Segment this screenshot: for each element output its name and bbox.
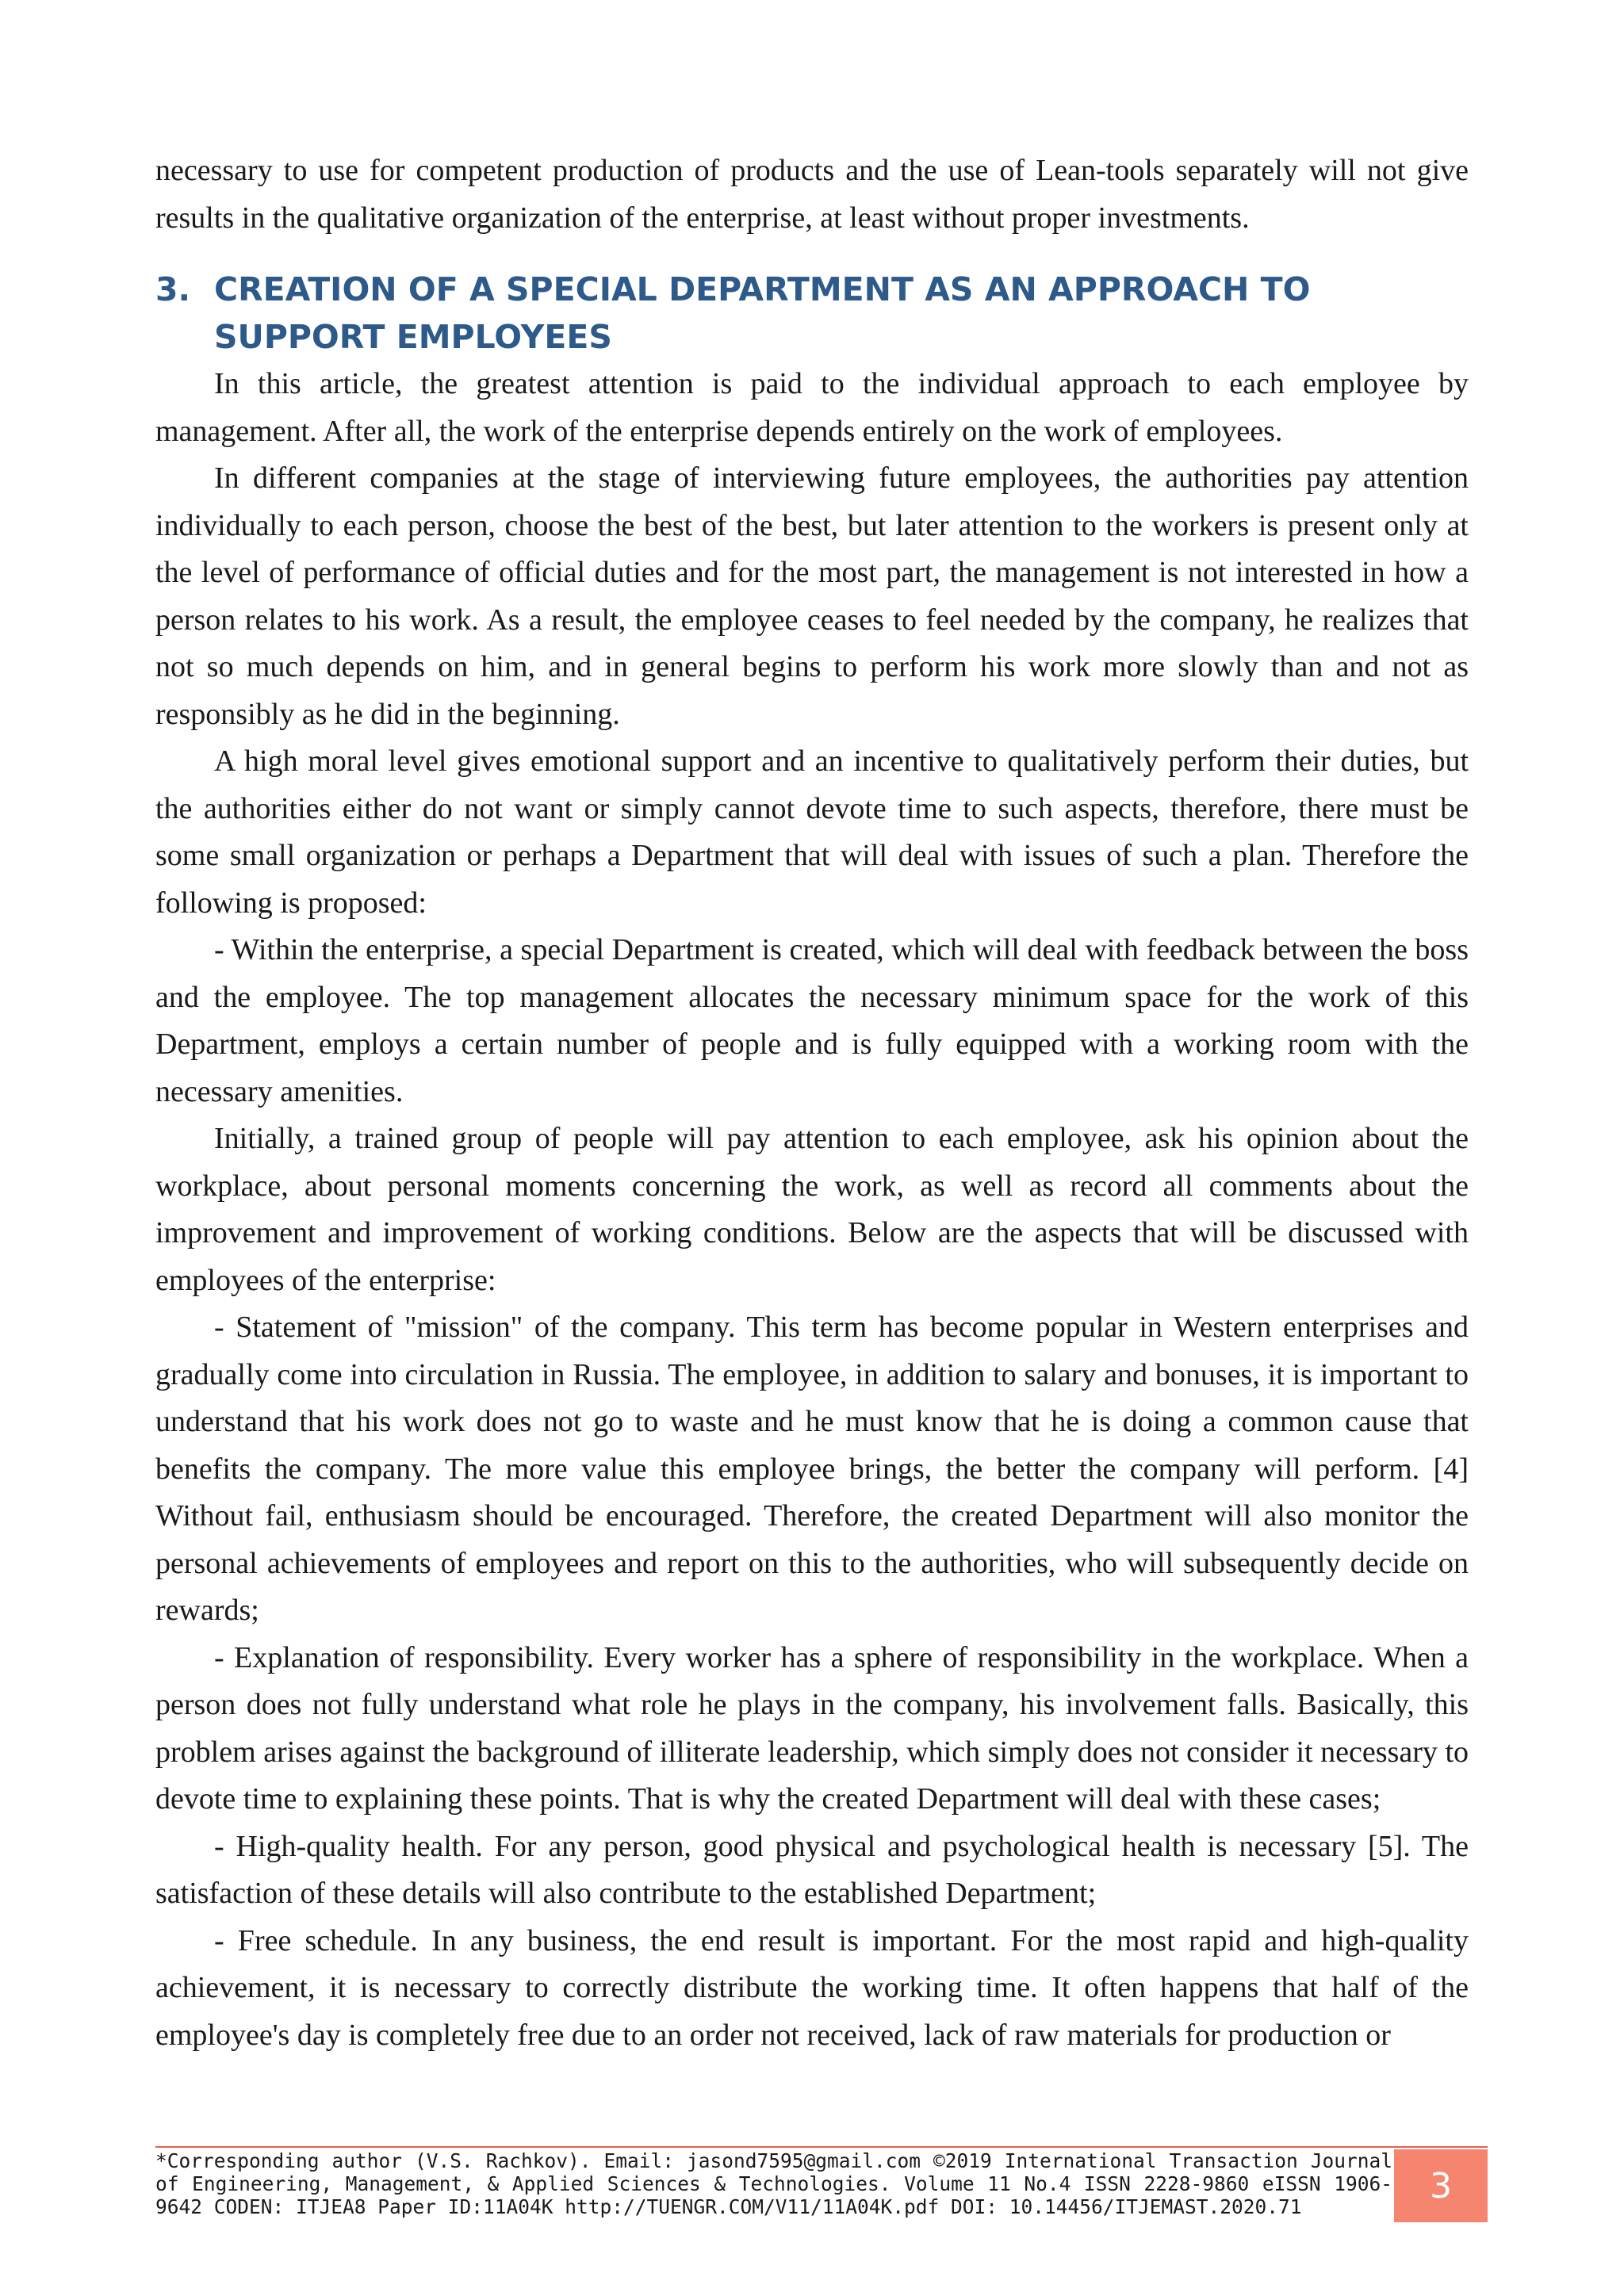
paragraph-continued: necessary to use for competent production of products and the use of Lean-tools separately will not give results in the qualitative organization of the enterprise, at least without proper investments. (155, 154, 1469, 235)
section-number: 3. (155, 270, 191, 308)
paragraph: - Within the enterprise, a special Department is created, which will deal with feedback between the boss and the employee. The top management allocates the necessary minimum space for the work of this Department, employs a certain number of people and is fully equipped with a working room with the necessary amenities. (155, 933, 1469, 1108)
paragraph: - Statement of "mission" of the company. This term has become popular in Western enterprises and gradually come into circulation in Russia. The employee, in addition to salary and bonuses, it is important to understand that his work does not go to waste and he must know that he is doing a common cause that benefits the company. The more value this employee brings, the better the company will perform. [4] Without fail, enthusiasm should be encouraged. Therefore, the created Department will also monitor the personal achievements of employees and report on this to the authorities, who will subsequently decide on rewards; (155, 1311, 1469, 1627)
section-heading (155, 266, 1469, 361)
footer-note: *Corresponding author (V.S. Rachkov). Email: jasond7595@gmail.com ©2019 International Transaction Journal of Engineering, Management, & Applied Sciences & Technologies. Volume 11 No.4 ISSN 2228-9860 eISSN 1906-9642 CODEN: ITJEA8 Paper ID:11A04K http://TUENGR.COM/V11/11A04K.pdf DOI: 10.14456/ITJEMAST.2020.71 (155, 2149, 1392, 2218)
paragraph: In this article, the greatest attention is paid to the individual approach to each employee by management. After all, the work of the enterprise depends entirely on the work of employees. (155, 367, 1469, 448)
paragraph: - Free schedule. In any business, the end result is important. For the most rapid and high-quality achievement, it is necessary to correctly distribute the working time. It often happens that half of the employee's day is completely free due to an order not received, lack of raw materials for production or (155, 1923, 1469, 2052)
section-title: CREATION OF A SPECIAL DEPARTMENT AS AN APPROACH TO SUPPORT EMPLOYEES (214, 270, 1311, 356)
page-number: 3 (1394, 2149, 1488, 2222)
paragraph: - High-quality health. For any person, good physical and psychological health is necessary [5]. The satisfaction of these details will also contribute to the established Department; (155, 1829, 1469, 1910)
paragraph: A high moral level gives emotional support and an incentive to qualitatively perform their duties, but the authorities either do not want or simply cannot devote time to such aspects, therefore, there must be some small organization or perhaps a Department that will deal with issues of such a plan. Therefore the following is proposed: (155, 744, 1469, 920)
paragraph: - Explanation of responsibility. Every worker has a sphere of responsibility in the workplace. When a person does not fully understand what role he plays in the company, his involvement falls. Basically, this problem arises against the background of illiterate leadership, which simply does not consider it necessary to devote time to explaining these points. That is why the created Department will deal with these cases; (155, 1640, 1469, 1816)
paragraph: In different companies at the stage of interviewing future employees, the authorities pay attention individually to each person, choose the best of the best, but later attention to the workers is present only at the level of performance of official duties and for the most part, the management is not interested in how a person relates to his work. As a result, the employee ceases to feel needed by the company, he realizes that not so much depends on him, and in general begins to perform his work more slowly than and not as responsibly as he did in the beginning. (155, 461, 1469, 731)
body-text (155, 147, 1469, 2059)
paragraph: Initially, a trained group of people will pay attention to each employee, ask his opinion about the workplace, about personal moments concerning the work, as well as record all comments about the improvement and improvement of working conditions. Below are the aspects that will be discussed with employees of the enterprise: (155, 1122, 1469, 1297)
footer-divider (155, 2146, 1488, 2148)
